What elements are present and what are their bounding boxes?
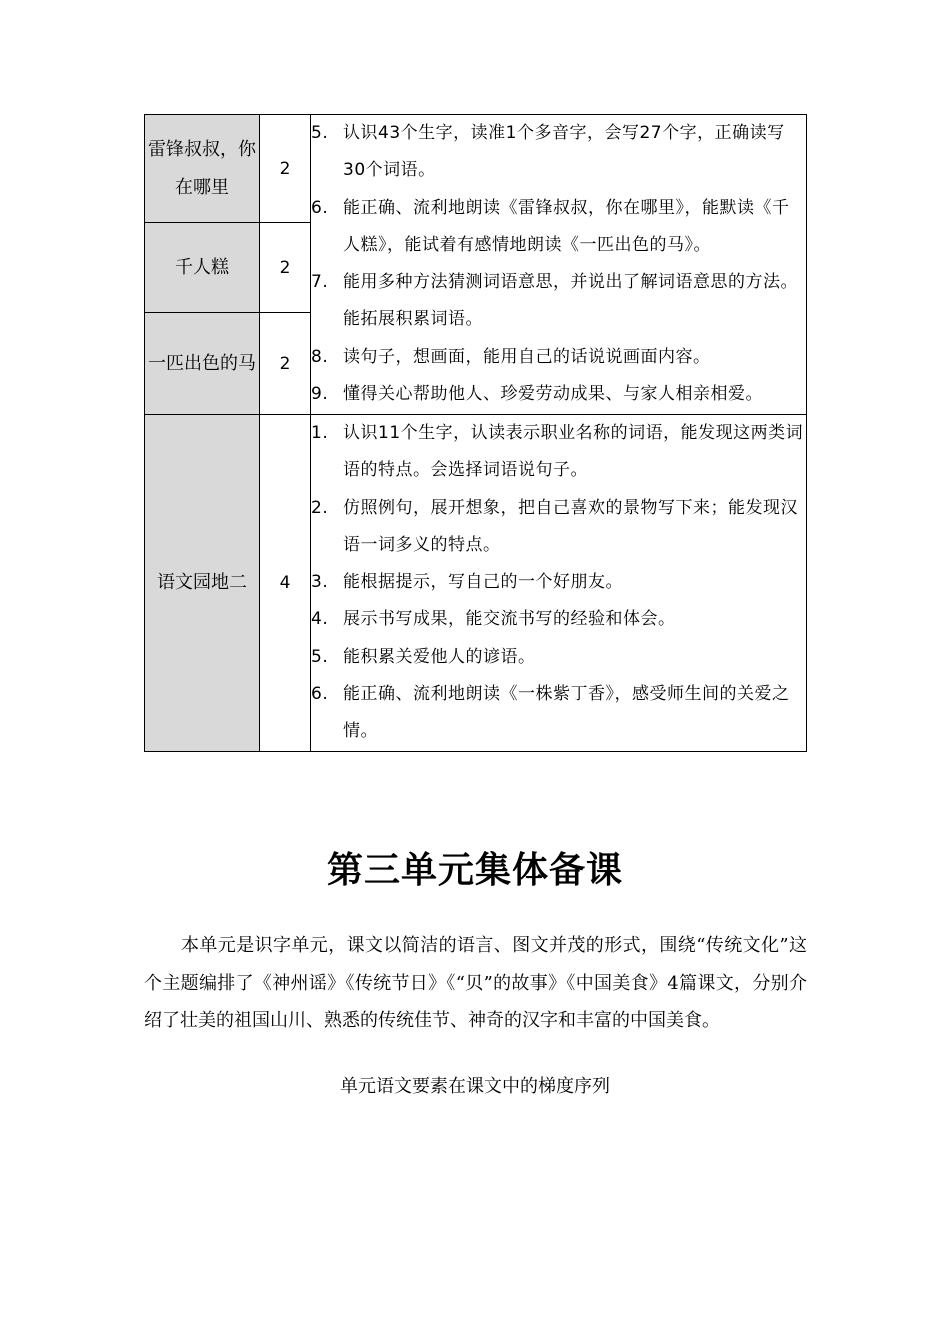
goal-item <box>311 415 806 490</box>
section-title: 第三单元集体备课 <box>326 850 623 891</box>
goal-item <box>311 490 806 565</box>
goals-cell <box>311 415 807 752</box>
goal-number: 4. <box>311 609 329 630</box>
goal-item <box>311 264 806 339</box>
goal-number: 6. <box>311 197 329 218</box>
lesson-name-cell: 雷锋叔叔，你在哪里 <box>145 115 260 223</box>
section-caption: 单元语文要素在课文中的梯度序列 <box>340 1076 610 1097</box>
goal-number: 1. <box>311 423 329 443</box>
goal-text: 读句子，想画面，能用自己的话说说画面内容。 <box>343 346 711 367</box>
lesson-plan-table <box>144 114 807 752</box>
goal-text: 仿照例句，展开想象，把自己喜欢的景物写下来；能发现汉语一词多义的特点。 <box>343 497 798 555</box>
goal-text: 能用多种方法猜测词语意思，并说出了解词语意思的方法。能拓展积累词语。 <box>343 272 798 330</box>
goal-text: 懂得关心帮助他人、珍爱劳动成果、与家人相亲相爱。 <box>343 384 763 405</box>
goal-item <box>311 339 806 376</box>
goal-item <box>311 601 806 638</box>
goal-item <box>311 676 806 751</box>
goal-number: 5. <box>311 646 329 667</box>
goal-text: 能正确、流利地朗读《雷锋叔叔，你在哪里》，能默读《千人糕》，能试着有感情地朗读《一匹出色的马》。 <box>343 197 790 255</box>
goal-list <box>311 415 806 751</box>
goal-list <box>311 115 806 413</box>
lesson-name-cell: 语文园地二 <box>145 415 260 752</box>
goal-text: 能积累关爱他人的谚语。 <box>343 646 536 667</box>
goal-item <box>311 376 806 413</box>
goal-item <box>311 190 806 265</box>
goal-text: 能根据提示，写自己的一个好朋友。 <box>343 572 623 593</box>
goal-item <box>311 564 806 601</box>
hours-cell: 2 <box>260 313 311 415</box>
goal-number: 7. <box>311 272 329 293</box>
lesson-name-cell: 千人糕 <box>145 223 260 313</box>
hours-cell: 2 <box>260 223 311 313</box>
goal-text: 能正确、流利地朗读《一株紫丁香》，感受师生间的关爱之情。 <box>343 684 790 742</box>
goal-item <box>311 639 806 676</box>
goal-number: 6. <box>311 684 329 705</box>
section-intro-paragraph: 本单元是识字单元，课文以简洁的语言、图文并茂的形式，围绕“传统文化”这个主题编排了《神州谣》《传统节日》《“贝”的故事》《中国美食》4篇课文，分别介绍了壮美的祖国山川、熟悉的传统佳节、神奇的汉字和丰富的中国美食。 <box>144 935 807 1031</box>
goal-item <box>311 115 806 190</box>
goal-number: 8. <box>311 346 329 367</box>
goal-number: 5. <box>311 123 329 143</box>
table-row <box>145 115 807 223</box>
table-row <box>145 415 807 752</box>
lesson-name-cell: 一匹出色的马 <box>145 313 260 415</box>
goal-number: 3. <box>311 572 329 593</box>
goal-text: 认识43个生字，读准1个多音字，会写27个字，正确读写30个词语。 <box>343 123 785 181</box>
goals-cell <box>311 115 807 415</box>
hours-cell: 2 <box>260 115 311 223</box>
hours-cell: 4 <box>260 415 311 752</box>
goal-text: 展示书写成果，能交流书写的经验和体会。 <box>343 609 676 630</box>
goal-text: 认识11个生字，认读表示职业名称的词语，能发现这两类词语的特点。会选择词语说句子。 <box>343 423 804 481</box>
goal-number: 2. <box>311 497 329 518</box>
goal-number: 9. <box>311 384 329 405</box>
